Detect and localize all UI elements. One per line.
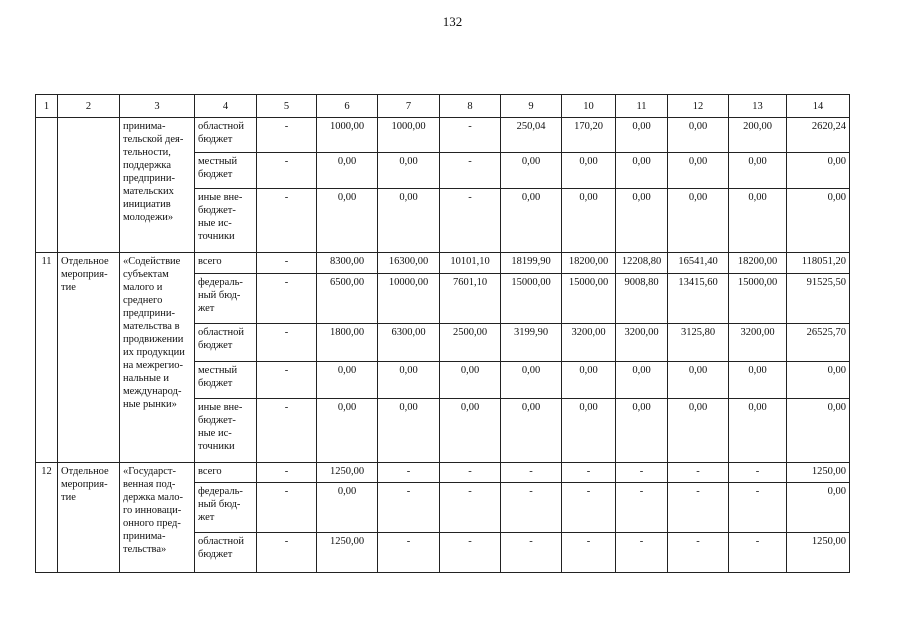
value-cell-c9: 0,00	[501, 153, 562, 189]
value-cell-c7: 16300,00	[378, 253, 440, 274]
value-cell-c11: 0,00	[616, 362, 668, 399]
value-cell-c11: -	[616, 483, 668, 533]
value-cell-c11: 3200,00	[616, 324, 668, 362]
header-cell: 12	[668, 95, 729, 118]
value-cell-c6: 0,00	[317, 483, 378, 533]
header-cell: 13	[729, 95, 787, 118]
header-cell: 6	[317, 95, 378, 118]
event-description: «Содействие субъектам малого и среднего предприни- мательства в продвижении их продукции на межрегио- нальные и международ- ные рынки»	[120, 253, 195, 463]
value-cell-c11: 9008,80	[616, 274, 668, 324]
value-cell-c9: 3199,90	[501, 324, 562, 362]
row-number	[36, 118, 58, 253]
value-cell-c10: 0,00	[562, 399, 616, 463]
value-cell-c8: -	[440, 533, 501, 573]
value-cell-c10: 18200,00	[562, 253, 616, 274]
row-number: 12	[36, 463, 58, 573]
header-cell: 10	[562, 95, 616, 118]
value-cell-c7: 0,00	[378, 189, 440, 253]
value-cell-c14: 0,00	[787, 483, 850, 533]
value-cell-c6: 8300,00	[317, 253, 378, 274]
value-cell-c14: 26525,70	[787, 324, 850, 362]
value-cell-c5: -	[257, 483, 317, 533]
event-description: принима- тельской дея- тельности, поддержка предприни- мательских инициатив молодежи»	[120, 118, 195, 253]
value-cell-c12: 0,00	[668, 362, 729, 399]
header-cell: 14	[787, 95, 850, 118]
value-cell-c11: 0,00	[616, 189, 668, 253]
value-cell-c5: -	[257, 463, 317, 483]
value-cell-c5: -	[257, 362, 317, 399]
event-type: Отдельное мероприя- тие	[58, 463, 120, 573]
value-cell-c7: 0,00	[378, 153, 440, 189]
value-cell-c12: 0,00	[668, 189, 729, 253]
value-cell-c14: 0,00	[787, 189, 850, 253]
funding-source: иные вне- бюджет- ные ис- точники	[195, 399, 257, 463]
value-cell-c9: 0,00	[501, 189, 562, 253]
funding-source: местный бюджет	[195, 362, 257, 399]
value-cell-c7: 6300,00	[378, 324, 440, 362]
value-cell-c8: -	[440, 118, 501, 153]
value-cell-c7: 0,00	[378, 362, 440, 399]
value-cell-c14: 0,00	[787, 399, 850, 463]
value-cell-c9: 0,00	[501, 399, 562, 463]
value-cell-c14: 1250,00	[787, 533, 850, 573]
value-cell-c8: 7601,10	[440, 274, 501, 324]
value-cell-c12: -	[668, 463, 729, 483]
value-cell-c8: 0,00	[440, 362, 501, 399]
value-cell-c5: -	[257, 324, 317, 362]
budget-table	[35, 94, 850, 573]
value-cell-c8: -	[440, 483, 501, 533]
value-cell-c8: 2500,00	[440, 324, 501, 362]
funding-source: всего	[195, 253, 257, 274]
value-cell-c7: 0,00	[378, 399, 440, 463]
value-cell-c13: 0,00	[729, 153, 787, 189]
value-cell-c13: 0,00	[729, 189, 787, 253]
funding-source: федераль- ный бюд- жет	[195, 483, 257, 533]
value-cell-c11: 12208,80	[616, 253, 668, 274]
value-cell-c6: 1800,00	[317, 324, 378, 362]
value-cell-c10: 0,00	[562, 189, 616, 253]
value-cell-c5: -	[257, 189, 317, 253]
value-cell-c7: -	[378, 483, 440, 533]
value-cell-c11: 0,00	[616, 153, 668, 189]
value-cell-c8: -	[440, 463, 501, 483]
value-cell-c12: 0,00	[668, 153, 729, 189]
value-cell-c9: -	[501, 483, 562, 533]
table-row	[36, 253, 850, 274]
value-cell-c14: 0,00	[787, 153, 850, 189]
header-cell: 1	[36, 95, 58, 118]
header-cell: 4	[195, 95, 257, 118]
value-cell-c13: -	[729, 483, 787, 533]
value-cell-c5: -	[257, 118, 317, 153]
value-cell-c12: 16541,40	[668, 253, 729, 274]
value-cell-c5: -	[257, 153, 317, 189]
event-description: «Государст- венная под- держка мало- го инноваци- онного пред- принима- тельства»	[120, 463, 195, 573]
event-type	[58, 118, 120, 253]
value-cell-c6: 1000,00	[317, 118, 378, 153]
value-cell-c14: 0,00	[787, 362, 850, 399]
value-cell-c7: -	[378, 463, 440, 483]
value-cell-c14: 1250,00	[787, 463, 850, 483]
header-cell: 9	[501, 95, 562, 118]
value-cell-c6: 0,00	[317, 362, 378, 399]
value-cell-c12: 13415,60	[668, 274, 729, 324]
row-number: 11	[36, 253, 58, 463]
funding-source: всего	[195, 463, 257, 483]
header-cell: 8	[440, 95, 501, 118]
funding-source: областной бюджет	[195, 118, 257, 153]
value-cell-c8: -	[440, 153, 501, 189]
value-cell-c5: -	[257, 274, 317, 324]
value-cell-c5: -	[257, 533, 317, 573]
value-cell-c6: 0,00	[317, 399, 378, 463]
funding-source: областной бюджет	[195, 324, 257, 362]
value-cell-c10: 0,00	[562, 153, 616, 189]
funding-source: областной бюджет	[195, 533, 257, 573]
value-cell-c13: 15000,00	[729, 274, 787, 324]
value-cell-c11: -	[616, 533, 668, 573]
value-cell-c8: -	[440, 189, 501, 253]
value-cell-c14: 2620,24	[787, 118, 850, 153]
value-cell-c10: 170,20	[562, 118, 616, 153]
funding-source: федераль- ный бюд- жет	[195, 274, 257, 324]
value-cell-c9: 250,04	[501, 118, 562, 153]
value-cell-c6: 6500,00	[317, 274, 378, 324]
value-cell-c14: 91525,50	[787, 274, 850, 324]
value-cell-c10: -	[562, 463, 616, 483]
value-cell-c5: -	[257, 253, 317, 274]
value-cell-c12: 3125,80	[668, 324, 729, 362]
header-cell: 3	[120, 95, 195, 118]
value-cell-c10: -	[562, 483, 616, 533]
funding-source: иные вне- бюджет- ные ис- точники	[195, 189, 257, 253]
funding-source: местный бюджет	[195, 153, 257, 189]
value-cell-c14: 118051,20	[787, 253, 850, 274]
value-cell-c10: -	[562, 533, 616, 573]
table-row	[36, 118, 850, 153]
value-cell-c11: -	[616, 463, 668, 483]
value-cell-c10: 15000,00	[562, 274, 616, 324]
value-cell-c8: 10101,10	[440, 253, 501, 274]
value-cell-c13: 18200,00	[729, 253, 787, 274]
value-cell-c9: 0,00	[501, 362, 562, 399]
value-cell-c11: 0,00	[616, 118, 668, 153]
value-cell-c12: -	[668, 483, 729, 533]
value-cell-c5: -	[257, 399, 317, 463]
value-cell-c13: 0,00	[729, 399, 787, 463]
value-cell-c13: 3200,00	[729, 324, 787, 362]
value-cell-c9: 15000,00	[501, 274, 562, 324]
header-cell: 7	[378, 95, 440, 118]
value-cell-c12: 0,00	[668, 399, 729, 463]
value-cell-c6: 0,00	[317, 189, 378, 253]
table-row	[36, 463, 850, 483]
header-cell: 11	[616, 95, 668, 118]
header-cell: 5	[257, 95, 317, 118]
value-cell-c8: 0,00	[440, 399, 501, 463]
value-cell-c7: -	[378, 533, 440, 573]
value-cell-c6: 1250,00	[317, 463, 378, 483]
value-cell-c7: 1000,00	[378, 118, 440, 153]
value-cell-c12: 0,00	[668, 118, 729, 153]
table-header-row	[36, 95, 850, 118]
value-cell-c13: -	[729, 463, 787, 483]
value-cell-c6: 0,00	[317, 153, 378, 189]
value-cell-c13: 200,00	[729, 118, 787, 153]
value-cell-c6: 1250,00	[317, 533, 378, 573]
value-cell-c9: 18199,90	[501, 253, 562, 274]
value-cell-c9: -	[501, 533, 562, 573]
value-cell-c12: -	[668, 533, 729, 573]
value-cell-c11: 0,00	[616, 399, 668, 463]
value-cell-c10: 3200,00	[562, 324, 616, 362]
header-cell: 2	[58, 95, 120, 118]
event-type: Отдельное мероприя- тие	[58, 253, 120, 463]
value-cell-c13: 0,00	[729, 362, 787, 399]
value-cell-c10: 0,00	[562, 362, 616, 399]
value-cell-c9: -	[501, 463, 562, 483]
value-cell-c7: 10000,00	[378, 274, 440, 324]
page-number: 132	[442, 14, 463, 29]
value-cell-c13: -	[729, 533, 787, 573]
